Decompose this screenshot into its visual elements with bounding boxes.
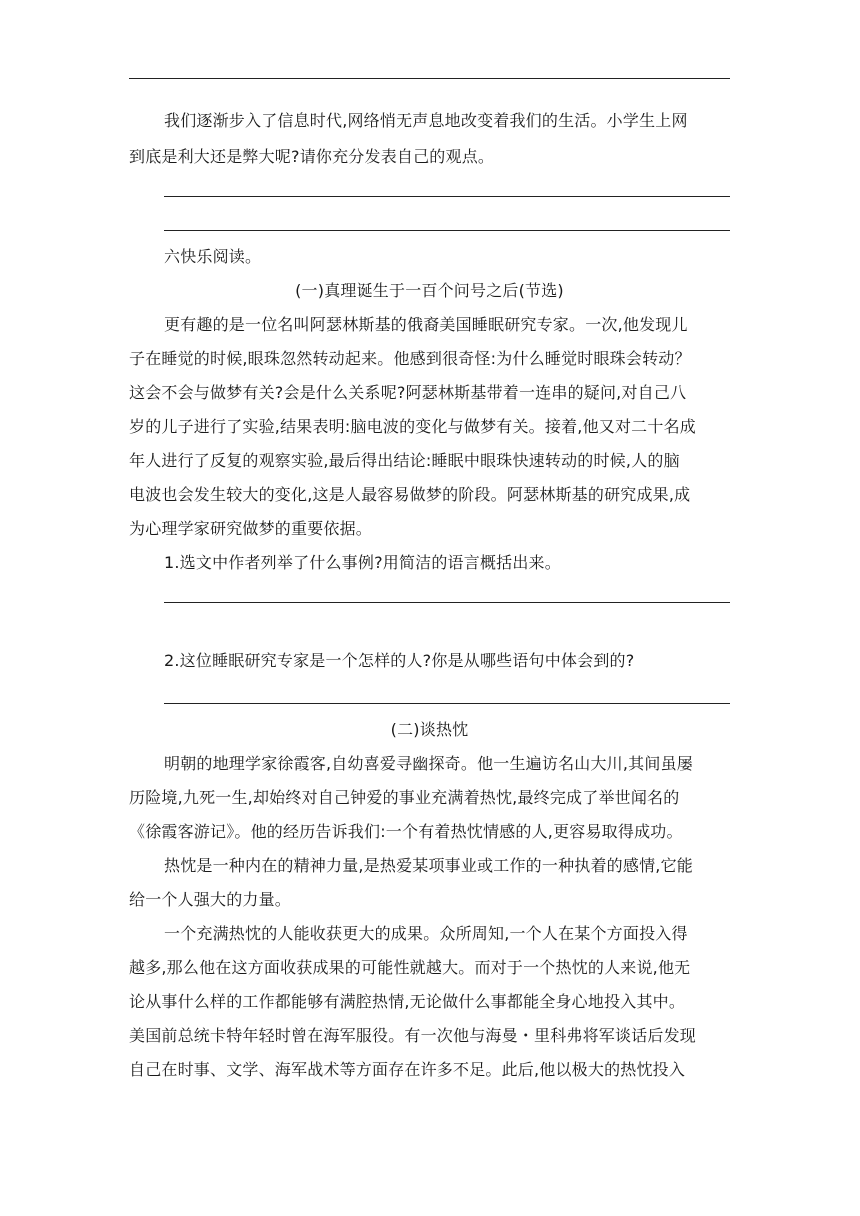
passage-2-line: 一个充满热忱的人能收获更大的成果。众所周知,一个人在某个方面投入得 <box>164 924 688 943</box>
answer-line-q2 <box>164 703 730 704</box>
passage-2-line: 明朝的地理学家徐霞客,自幼喜爱寻幽探奇。他一生遍访名山大川,其间虽屡 <box>164 754 693 773</box>
answer-line-1 <box>164 196 730 197</box>
section-heading: 六快乐阅读。 <box>164 247 262 266</box>
answer-line-q1 <box>164 602 730 603</box>
passage-2-line: 越多,那么他在这方面收获成果的可能性就越大。而对于一个热忱的人来说,他无 <box>129 958 691 977</box>
essay-prompt-line-2: 到底是利大还是弊大呢?请你充分发表自己的观点。 <box>129 147 495 166</box>
passage-2-line: 《徐霞客游记》。他的经历告诉我们:一个有着热忱情感的人,更容易取得成功。 <box>129 822 683 841</box>
top-divider <box>129 78 730 79</box>
passage-2-line: 给一个人强大的力量。 <box>129 890 292 909</box>
passage-1-line: 子在睡觉的时候,眼珠忽然转动起来。他感到很奇怪:为什么睡觉时眼珠会转动？ <box>129 349 691 368</box>
passage-1-line: 年人进行了反复的观察实验,最后得出结论:睡眠中眼珠快速转动的时候,人的脑 <box>129 451 680 470</box>
passage-1-line: 为心理学家研究做梦的重要依据。 <box>129 519 373 538</box>
passage-1-title: (一)真理诞生于一百个问号之后(节选) <box>295 281 564 300</box>
question-2: 2.这位睡眠研究专家是一个怎样的人?你是从哪些语句中体会到的? <box>164 651 635 670</box>
passage-1-line: 电波也会发生较大的变化,这是人最容易做梦的阶段。阿瑟林斯基的研究成果,成 <box>129 485 691 504</box>
passage-2-line: 美国前总统卡特年轻时曾在海军服役。有一次他与海曼・里科弗将军谈话后发现 <box>129 1026 697 1045</box>
answer-line-2 <box>164 230 730 231</box>
passage-2-line: 论从事什么样的工作都能够有满腔热情,无论做什么事都能全身心地投入其中。 <box>129 992 686 1011</box>
essay-prompt-line-1: 我们逐渐步入了信息时代,网络悄无声息地改变着我们的生活。小学生上网 <box>164 111 688 130</box>
passage-1-line: 这会不会与做梦有关?会是什么关系呢?阿瑟林斯基带着一连串的疑问,对自己八 <box>129 383 687 402</box>
passage-2-line: 自己在时事、文学、海军战术等方面存在许多不足。此后,他以极大的热忱投入 <box>129 1060 686 1079</box>
passage-2-line: 热忱是一种内在的精神力量,是热爱某项事业或工作的一种执着的感情,它能 <box>164 856 693 875</box>
passage-1-line: 更有趣的是一位名叫阿瑟林斯基的俄裔美国睡眠研究专家。一次,他发现儿 <box>164 315 688 334</box>
passage-1-line: 岁的儿子进行了实验,结果表明:脑电波的变化与做梦有关。接着,他又对二十名成 <box>129 417 696 436</box>
question-1: 1.选文中作者列举了什么事例?用简洁的语言概括出来。 <box>164 553 561 572</box>
passage-2-line: 历险境,九死一生,却始终对自己钟爱的事业充满着热忱,最终完成了举世闻名的 <box>129 788 680 807</box>
passage-2-title: (二)谈热忱 <box>390 720 469 739</box>
